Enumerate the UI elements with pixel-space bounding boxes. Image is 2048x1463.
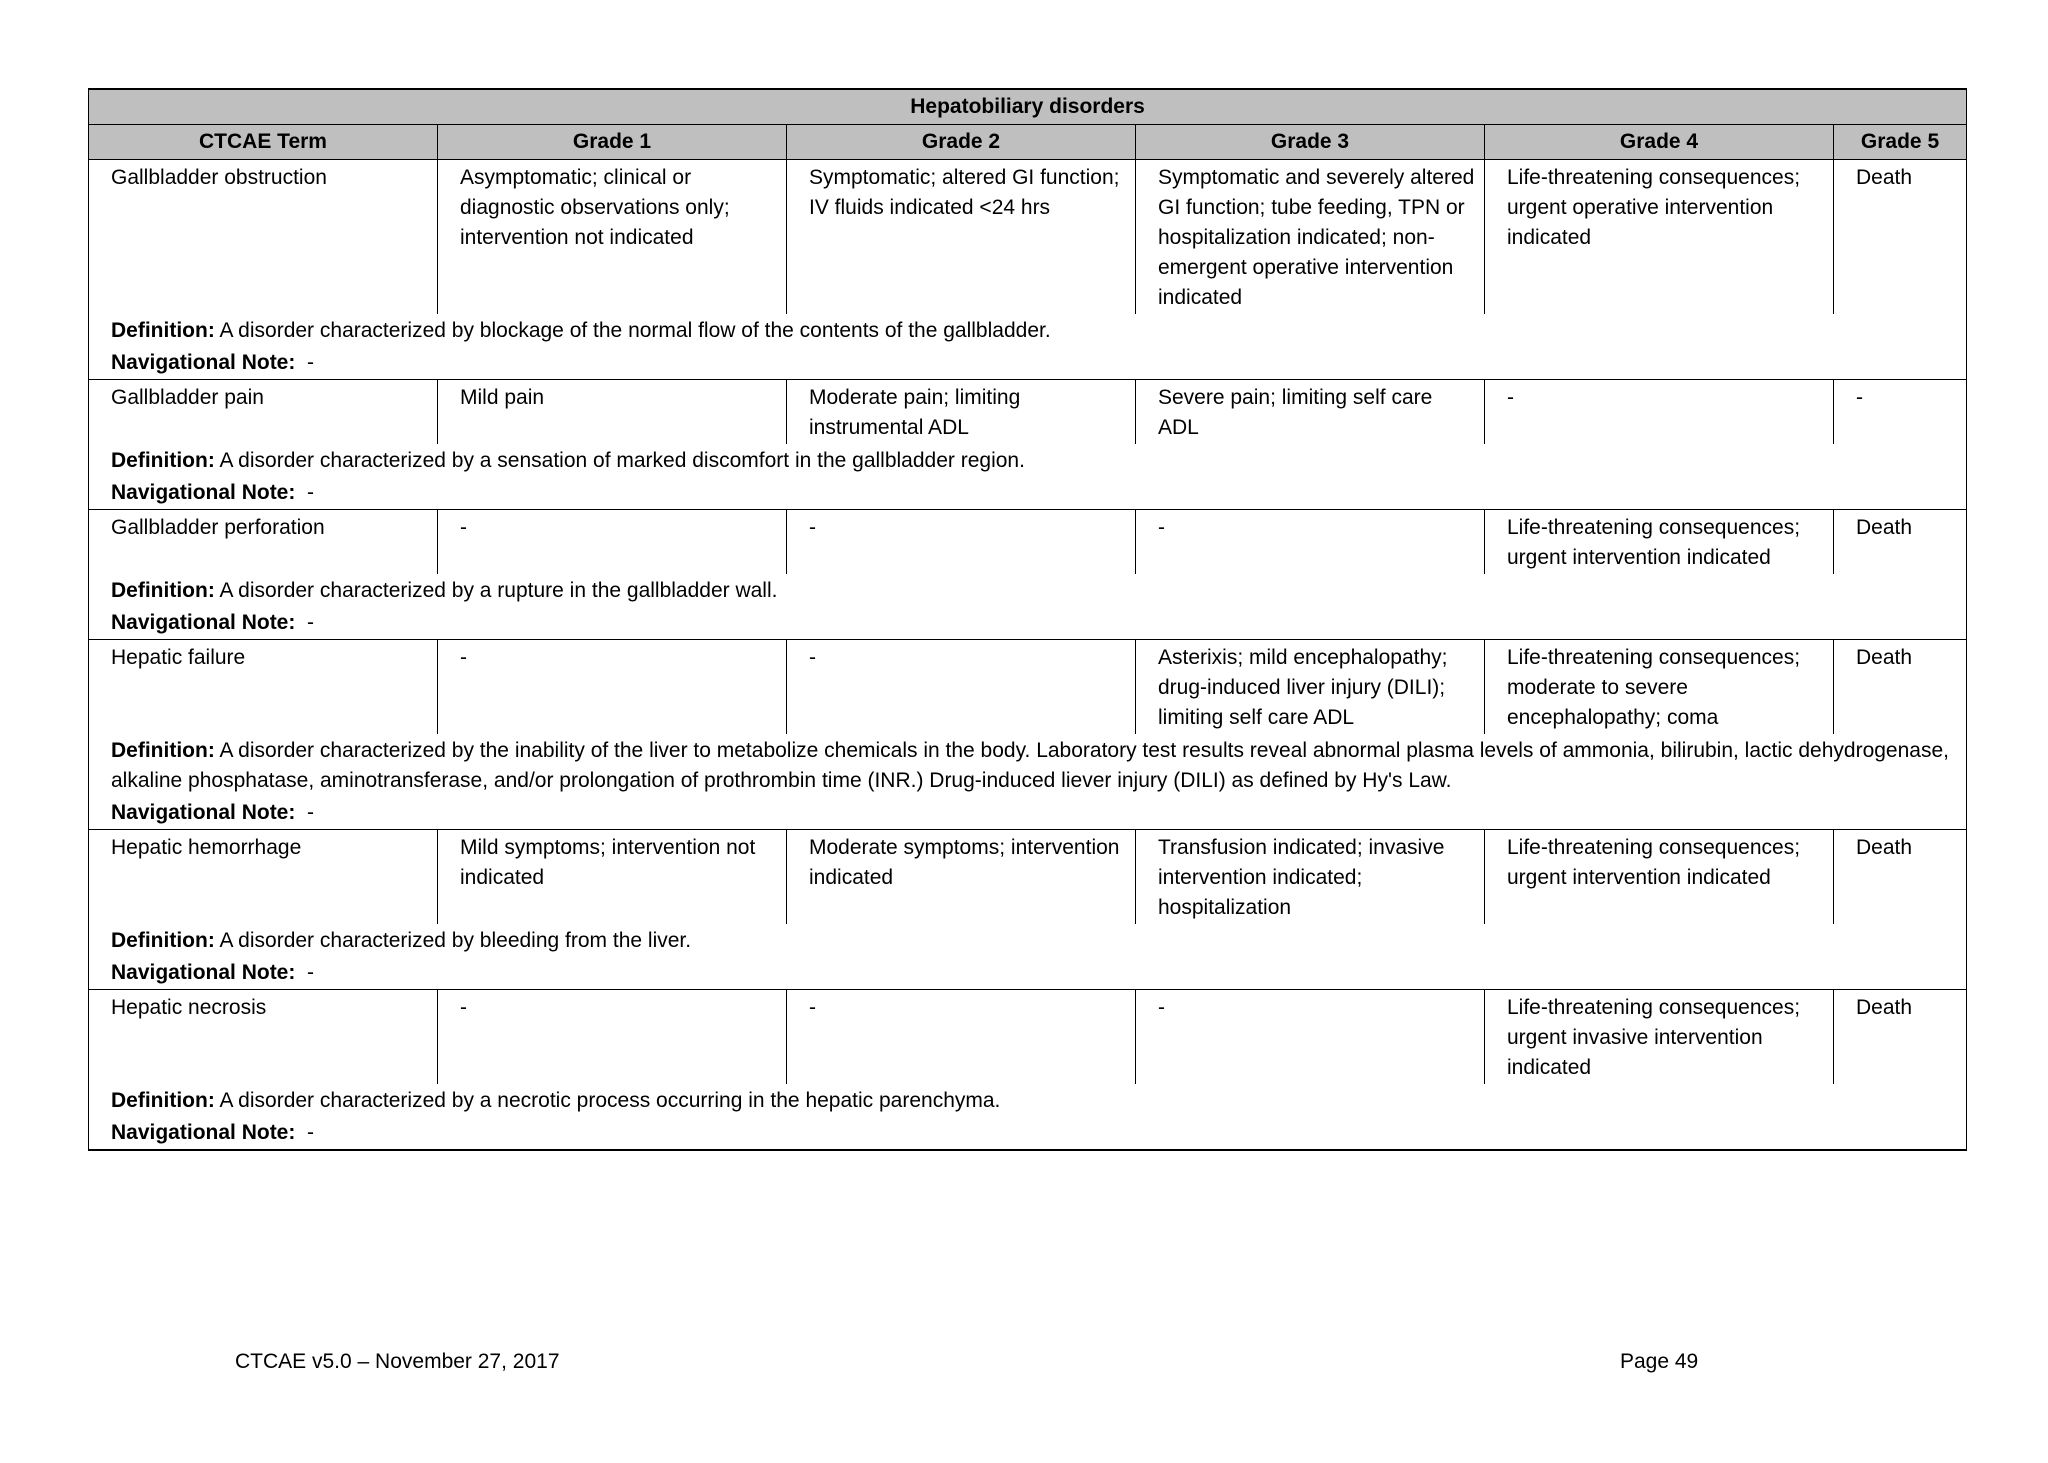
definition-label: Definition: [111, 929, 215, 952]
term-cell: Hepatic failure [89, 640, 438, 735]
grade-4-cell: Life-threatening consequences; urgent operative intervention indicated [1485, 160, 1834, 315]
section-title: Hepatobiliary disorders [89, 89, 1967, 125]
grade-5-cell: Death [1834, 640, 1967, 735]
grade-2-cell: Symptomatic; altered GI function; IV fluids indicated <24 hrs [787, 160, 1136, 315]
navigational-note-row [89, 796, 1967, 830]
term-cell: Gallbladder perforation [89, 510, 438, 575]
navigational-note-text: - [307, 481, 315, 504]
definition-text: A disorder characterized by blockage of the normal flow of the contents of the gallbladder. [219, 319, 1051, 342]
navigational-note-row [89, 1116, 1967, 1150]
grade-2-cell: Moderate pain; limiting instrumental ADL [787, 380, 1136, 445]
definition-text: A disorder characterized by a rupture in the gallbladder wall. [219, 579, 778, 602]
grade-3-cell: Transfusion indicated; invasive intervention indicated; hospitalization [1136, 830, 1485, 925]
definition-row [89, 314, 1967, 346]
definition-label: Definition: [111, 739, 215, 762]
grade-4-cell: Life-threatening consequences; moderate to severe encephalopathy; coma [1485, 640, 1834, 735]
grade-3-cell: Asterixis; mild encephalopathy; drug-induced liver injury (DILI); limiting self care ADL [1136, 640, 1485, 735]
column-header-grade-4: Grade 4 [1485, 125, 1834, 160]
grade-2-cell: - [787, 640, 1136, 735]
column-header-grade-5: Grade 5 [1834, 125, 1967, 160]
term-row-hepatic-hemorrhage [89, 830, 1967, 925]
footer-page-number: Page 49 [1620, 1350, 1699, 1373]
grade-4-cell: Life-threatening consequences; urgent invasive intervention indicated [1485, 990, 1834, 1085]
term-row-gallbladder-pain [89, 380, 1967, 445]
navigational-note-label: Navigational Note: [111, 1121, 296, 1144]
grade-1-cell: Mild pain [438, 380, 787, 445]
term-row-gallbladder-obstruction [89, 160, 1967, 315]
definition-label: Definition: [111, 449, 215, 472]
grade-5-cell: Death [1834, 510, 1967, 575]
navigational-note-label: Navigational Note: [111, 801, 296, 824]
term-row-hepatic-necrosis [89, 990, 1967, 1085]
table-body [89, 160, 1967, 1151]
definition-label: Definition: [111, 1089, 215, 1112]
definition-row [89, 444, 1967, 476]
grade-3-cell: - [1136, 990, 1485, 1085]
definition-row [89, 1084, 1967, 1116]
navigational-note-row [89, 606, 1967, 640]
definition-text: A disorder characterized by bleeding from the liver. [219, 929, 692, 952]
term-cell: Gallbladder obstruction [89, 160, 438, 315]
grade-2-cell: - [787, 510, 1136, 575]
grade-5-cell: - [1834, 380, 1967, 445]
definition-label: Definition: [111, 319, 215, 342]
navigational-note-text: - [307, 611, 315, 634]
grade-4-cell: Life-threatening consequences; urgent intervention indicated [1485, 510, 1834, 575]
grade-5-cell: Death [1834, 990, 1967, 1085]
grade-2-cell: - [787, 990, 1136, 1085]
navigational-note-row [89, 956, 1967, 990]
grade-2-cell: Moderate symptoms; intervention indicated [787, 830, 1136, 925]
navigational-note-label: Navigational Note: [111, 351, 296, 374]
definition-text: A disorder characterized by a sensation of marked discomfort in the gallbladder region. [219, 449, 1025, 472]
navigational-note-text: - [307, 961, 315, 984]
column-header-grade-2: Grade 2 [787, 125, 1136, 160]
grade-1-cell: - [438, 990, 787, 1085]
column-header-grade-3: Grade 3 [1136, 125, 1485, 160]
column-header-row [89, 125, 1967, 160]
term-cell: Hepatic hemorrhage [89, 830, 438, 925]
footer-version-date: CTCAE v5.0 – November 27, 2017 [235, 1350, 560, 1373]
ctcae-table [88, 88, 1967, 1151]
term-row-hepatic-failure [89, 640, 1967, 735]
definition-label: Definition: [111, 579, 215, 602]
grade-1-cell: - [438, 640, 787, 735]
grade-5-cell: Death [1834, 830, 1967, 925]
definition-row [89, 924, 1967, 956]
grade-4-cell: - [1485, 380, 1834, 445]
navigational-note-text: - [307, 1121, 315, 1144]
term-row-gallbladder-perforation [89, 510, 1967, 575]
grade-1-cell: Mild symptoms; intervention not indicated [438, 830, 787, 925]
navigational-note-label: Navigational Note: [111, 611, 296, 634]
column-header-grade-1: Grade 1 [438, 125, 787, 160]
navigational-note-row [89, 476, 1967, 510]
grade-3-cell: Symptomatic and severely altered GI function; tube feeding, TPN or hospitalization indicated; non-emergent operative intervention indicated [1136, 160, 1485, 315]
term-cell: Hepatic necrosis [89, 990, 438, 1085]
grade-1-cell: - [438, 510, 787, 575]
grade-3-cell: - [1136, 510, 1485, 575]
grade-1-cell: Asymptomatic; clinical or diagnostic observations only; intervention not indicated [438, 160, 787, 315]
navigational-note-label: Navigational Note: [111, 481, 296, 504]
grade-5-cell: Death [1834, 160, 1967, 315]
navigational-note-text: - [307, 351, 315, 374]
section-title-row [89, 89, 1967, 125]
definition-row [89, 734, 1967, 796]
definition-text: A disorder characterized by a necrotic process occurring in the hepatic parenchyma. [219, 1089, 1001, 1112]
grade-4-cell: Life-threatening consequences; urgent intervention indicated [1485, 830, 1834, 925]
definition-row [89, 574, 1967, 606]
navigational-note-row [89, 346, 1967, 380]
grade-3-cell: Severe pain; limiting self care ADL [1136, 380, 1485, 445]
navigational-note-label: Navigational Note: [111, 961, 296, 984]
definition-text: A disorder characterized by the inability of the liver to metabolize chemicals in the body. Laboratory test results reveal abnormal plasma levels of ammonia, bilirubin, lactic dehydrogenase, alkaline phosphatase, aminotransferase, and/or prolongation of prothrombin time (INR.) Drug-induced liever injury (DILI) as defined by Hy's Law. [111, 739, 1949, 792]
navigational-note-text: - [307, 801, 315, 824]
term-cell: Gallbladder pain [89, 380, 438, 445]
column-header-term: CTCAE Term [89, 125, 438, 160]
